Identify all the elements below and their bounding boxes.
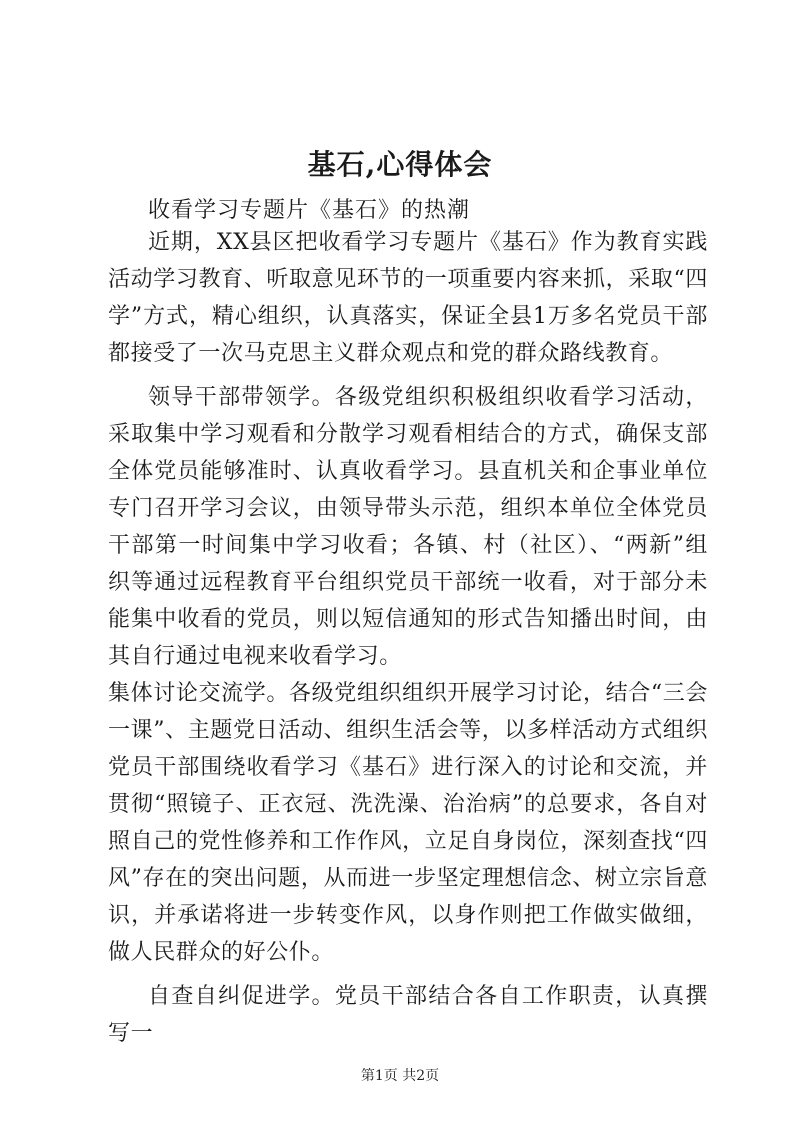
document-body <box>108 224 708 1052</box>
paragraph-leaders-lead: 领导干部带领学。各级党组织积极组织收看学习活动，采取集中学习观看和分散学习观看相结合的方式，确保支部全体党员能够准时、认真收看学习。县直机关和企事业单位专门召开学习会议，由领导带头示范，组织本单位全体党员干部第一时间集中学习收看；各镇、村（社区）、“两新”组织等通过远程教育平台组织党员干部统一收看，对于部分未能集中收看的党员，则以短信通知的形式告知播出时间，由其自行通过电视来收看学习。 <box>108 385 708 669</box>
paragraph-intro: 近期，XX县区把收看学习专题片《基石》作为教育实践活动学习教育、听取意见环节的一项重要内容来抓，采取“四学”方式，精心组织，认真落实，保证全县1万多名党员干部都接受了一次马克思主义群众观点和党的群众路线教育。 <box>108 230 708 366</box>
paragraph-group-discussion: 集体讨论交流学。各级党组织组织开展学习讨论，结合“三会一课”、主题党日活动、组织生活会等，以多样活动方式组织党员干部围绕收看学习《基石》进行深入的讨论和交流，并贯彻“照镜子、正衣冠、洗洗澡、治治病”的总要求，各自对照自己的党性修养和工作作风，立足自身岗位，深刻查找“四风”存在的突出问题，从而进一步坚定理想信念、树立宗旨意识，并承诺将进一步转变作风，以身作则把工作做实做细，做人民群众的好公仆。 <box>108 681 708 965</box>
paragraph-self-check: 自查自纠促进学。党员干部结合各自工作职责，认真撰写一 <box>108 984 708 1046</box>
document-subtitle: 收看学习专题片《基石》的热潮 <box>148 198 471 223</box>
page-indicator: 第1页 共2页 <box>360 1068 440 1084</box>
document-title: 基石,心得体会 <box>307 148 493 181</box>
